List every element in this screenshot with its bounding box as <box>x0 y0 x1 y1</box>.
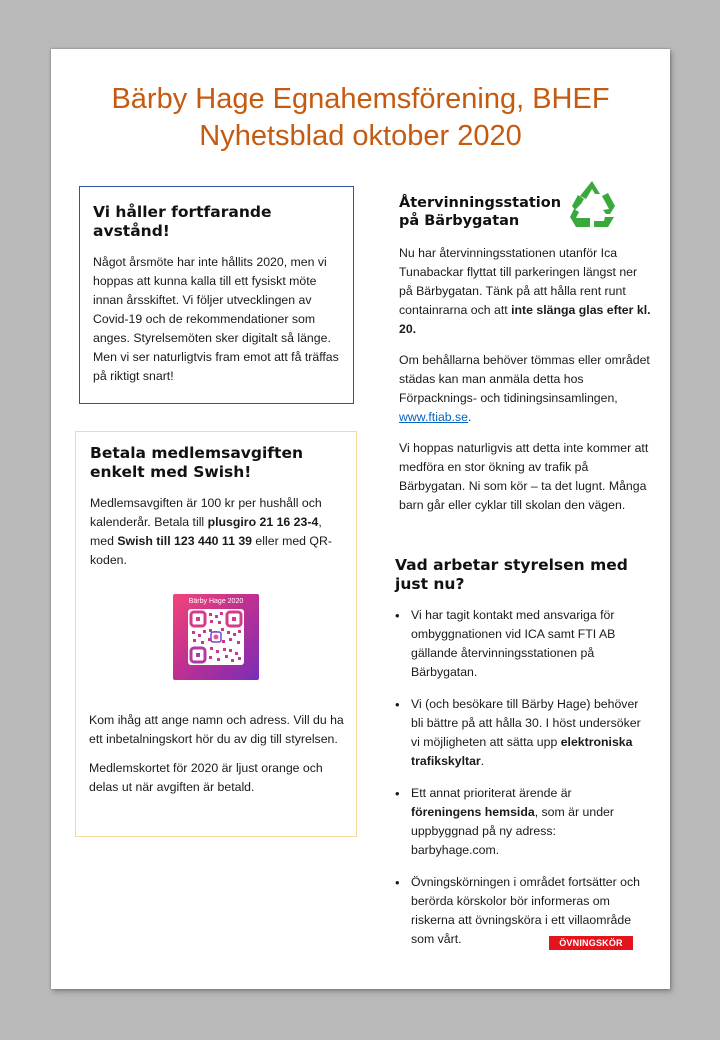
recycling-p3: Vi hoppas naturligvis att detta inte kommer att medföra en stor ökning av trafik på Bärbygatan. Ni som kör – ta det lugnt. Många barn går eller cyklar till skolan den vägen. <box>399 441 649 512</box>
swish-text-b: , med <box>90 515 322 548</box>
swish-footer-text <box>89 711 351 807</box>
swish-reminder: Kom ihåg att ange namn och adress. Vill du ha ett inbetalningskort hör du av dig till styrelsen. <box>89 713 344 746</box>
recycling-p1 <box>399 244 654 339</box>
distance-body: Något årsmöte har inte hållits 2020, men vi hoppas att kunna kalla till ett fysiskt möte innan årsskiftet. Vi följer utvecklingen av Covid-19 och de rekommendationer som anges. Styrelsemöten sker digitalt så länge. Men vi ser naturligtvis fram emot att få träffas på riktigt snart! <box>93 255 339 383</box>
recycling-heading: Återvinningsstation på Bärbygatan <box>399 195 562 229</box>
plusgiro-number: plusgiro 21 16 23-4 <box>207 515 319 529</box>
swish-payment-info <box>90 494 345 570</box>
swish-text-a: Medlemsavgiften är 100 kr per hushåll och kalenderår. Betala till <box>90 496 322 529</box>
board-item-1-text: Vi har tagit kontakt med ansvariga för ombyggnationen vid ICA samt FTI AB gällande återvinningsstationen på Bärbygatan. <box>411 608 616 679</box>
board-heading: Vad arbetar styrelsen med just nu? <box>395 556 628 593</box>
ftiab-link[interactable]: www.ftiab.se <box>399 410 469 424</box>
recycling-p2 <box>399 351 654 427</box>
recycling-text <box>399 244 654 527</box>
board-item-4-text: Övningskörningen i området fortsätter och berörda körskolor bör informeras om riskerna att övningsköra i ett villaområde som vårt. <box>411 875 640 946</box>
recycling-p1-text: Nu har återvinningsstationen utanför Ica Tunabackar flyttat till parkeringen längst ner på Bärbygatan. Tänk på att hålla rent runt containrarna och att <box>399 246 638 317</box>
recycling-p2-text: Om behållarna behöver tömmas eller området städas kan man anmäla detta hos Förpacknings- och tidiningsinsamlingen, <box>399 353 650 405</box>
swish-heading: Betala medlemsavgiften enkelt med Swish! <box>90 444 303 481</box>
qr-caption: Bärby Hage 2020 <box>188 598 244 605</box>
title-line-1: Bärby Hage Egnahemsförening, BHEF <box>111 83 610 115</box>
recycle-icon <box>564 177 620 233</box>
board-item-3-end: , som är under uppbyggnad på ny adress: barbyhage.com. <box>411 805 614 857</box>
ovningskor-sign: ÖVNINGSKÖR <box>549 936 633 950</box>
distance-heading: Vi håller fortfarande avstånd! <box>93 203 272 240</box>
board-item-3-bold: föreningens hemsida <box>411 805 535 819</box>
membership-card-info: Medlemskortet för 2020 är ljust orange och delas ut när avgiften är betald. <box>89 761 323 794</box>
qr-code-icon <box>188 609 244 665</box>
title-line-2: Nyhetsblad oktober 2020 <box>199 120 522 152</box>
list-item <box>395 784 645 860</box>
recycling-p2-end: . <box>468 410 472 424</box>
board-item-2-end: . <box>480 754 485 768</box>
recycling-glass-warning: inte slänga glas efter kl. 20. <box>399 303 651 336</box>
newsletter-page <box>51 49 670 989</box>
board-item-2-text: Vi (och besökare till Bärby Hage) behöver bli bättre på att hålla 30. I höst undersöker vi möjligheten att sätta upp <box>411 697 641 749</box>
swish-text-c: eller med QR-koden. <box>90 534 332 567</box>
swish-number: Swish till 123 440 11 39 <box>117 534 253 548</box>
newsletter-title <box>51 81 670 155</box>
list-item <box>395 606 645 682</box>
board-item-3-text: Ett annat prioriterat ärende är <box>411 786 572 800</box>
board-list <box>395 606 645 962</box>
board-item-2-bold: elektroniska trafikskyltar <box>411 735 633 768</box>
list-item <box>395 695 645 771</box>
swish-qr-code[interactable] <box>173 594 259 680</box>
distance-box <box>79 186 354 404</box>
